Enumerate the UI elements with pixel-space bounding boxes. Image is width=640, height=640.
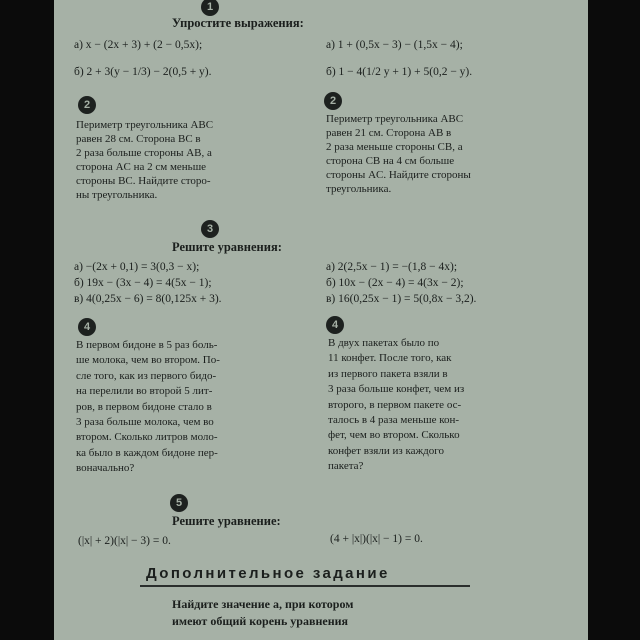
- extra-task-line-2: имеют общий корень уравнения: [172, 614, 349, 628]
- section-5-title: Решите уравнение:: [172, 514, 281, 528]
- section-1-left-a: а) x − (2x + 3) + (2 − 0,5x);: [74, 39, 203, 51]
- section-2-left-problem: Периметр треугольника ABC равен 28 см. Сторона BC в 2 раза больше стороны AB, а сторона AC на 2 см меньше стороны BC. Найдите сторо- ны треугольника.: [76, 119, 214, 201]
- section-2-right-number: 2: [324, 92, 342, 110]
- section-4-right-problem: В двух пакетах было по 11 конфет. После того, как из первого пакета взяли в 3 раза больше конфет, чем из второго, в первом пакете ос- талось в 4 раза меньше кон- фет, чем во втором. Сколько конфет взяли из каждого пакета?: [328, 337, 465, 473]
- section-1-number: 1: [201, 0, 219, 16]
- extra-task-heading: Дополнительное задание: [146, 565, 390, 582]
- section-3-title: Решите уравнения:: [172, 240, 282, 254]
- section-4-left-problem: В первом бидоне в 5 раз боль- ше молока, чем во втором. По- сле того, как из первого бидо- на перелили во второй 5 лит- ров, в первом бидоне стало в 3 раза больше молока, чем во втором. Сколько литров моло- ка было в каждом бидоне пер- воначально?: [76, 339, 220, 475]
- section-3-left-b: б) 19x − (3x − 4) = 4(5x − 1);: [74, 277, 212, 289]
- section-3-left-c: в) 4(0,25x − 6) = 8(0,125x + 3).: [74, 293, 222, 305]
- textbook-page: [54, 0, 588, 640]
- section-2-left-number: 2: [78, 96, 96, 114]
- section-3-right-b: б) 10x − (2x − 4) = 4(3x − 2);: [326, 277, 464, 289]
- section-4-left-number: 4: [78, 318, 96, 336]
- section-3-right-a: а) 2(2,5x − 1) = −(1,8 − 4x);: [326, 261, 458, 273]
- section-1-right-b: б) 1 − 4(1/2 y + 1) + 5(0,2 − y).: [326, 66, 473, 78]
- extra-task-line-1: Найдите значение a, при котором: [172, 597, 354, 611]
- section-5-right-equation: (4 + |x|)(|x| − 1) = 0.: [330, 533, 423, 545]
- section-4-right-number: 4: [326, 316, 344, 334]
- section-5-left-equation: (|x| + 2)(|x| − 3) = 0.: [78, 535, 171, 547]
- section-5-number: 5: [170, 494, 188, 512]
- section-3-number: 3: [201, 220, 219, 238]
- section-2-right-problem: Периметр треугольника ABC равен 21 см. Сторона AB в 2 раза меньше стороны CB, а сторона CB на 4 см больше стороны AC. Найдите стороны треугольника.: [326, 113, 471, 195]
- extra-heading-underline: [140, 585, 470, 587]
- section-3-left-a: а) −(2x + 0,1) = 3(0,3 − x);: [74, 261, 200, 273]
- section-1-title: Упростите выражения:: [172, 16, 304, 30]
- section-1-right-a: а) 1 + (0,5x − 3) − (1,5x − 4);: [326, 39, 463, 51]
- section-1-left-b: б) 2 + 3(y − 1/3) − 2(0,5 + y).: [74, 66, 212, 78]
- section-3-right-c: в) 16(0,25x − 1) = 5(0,8x − 3,2).: [326, 293, 477, 305]
